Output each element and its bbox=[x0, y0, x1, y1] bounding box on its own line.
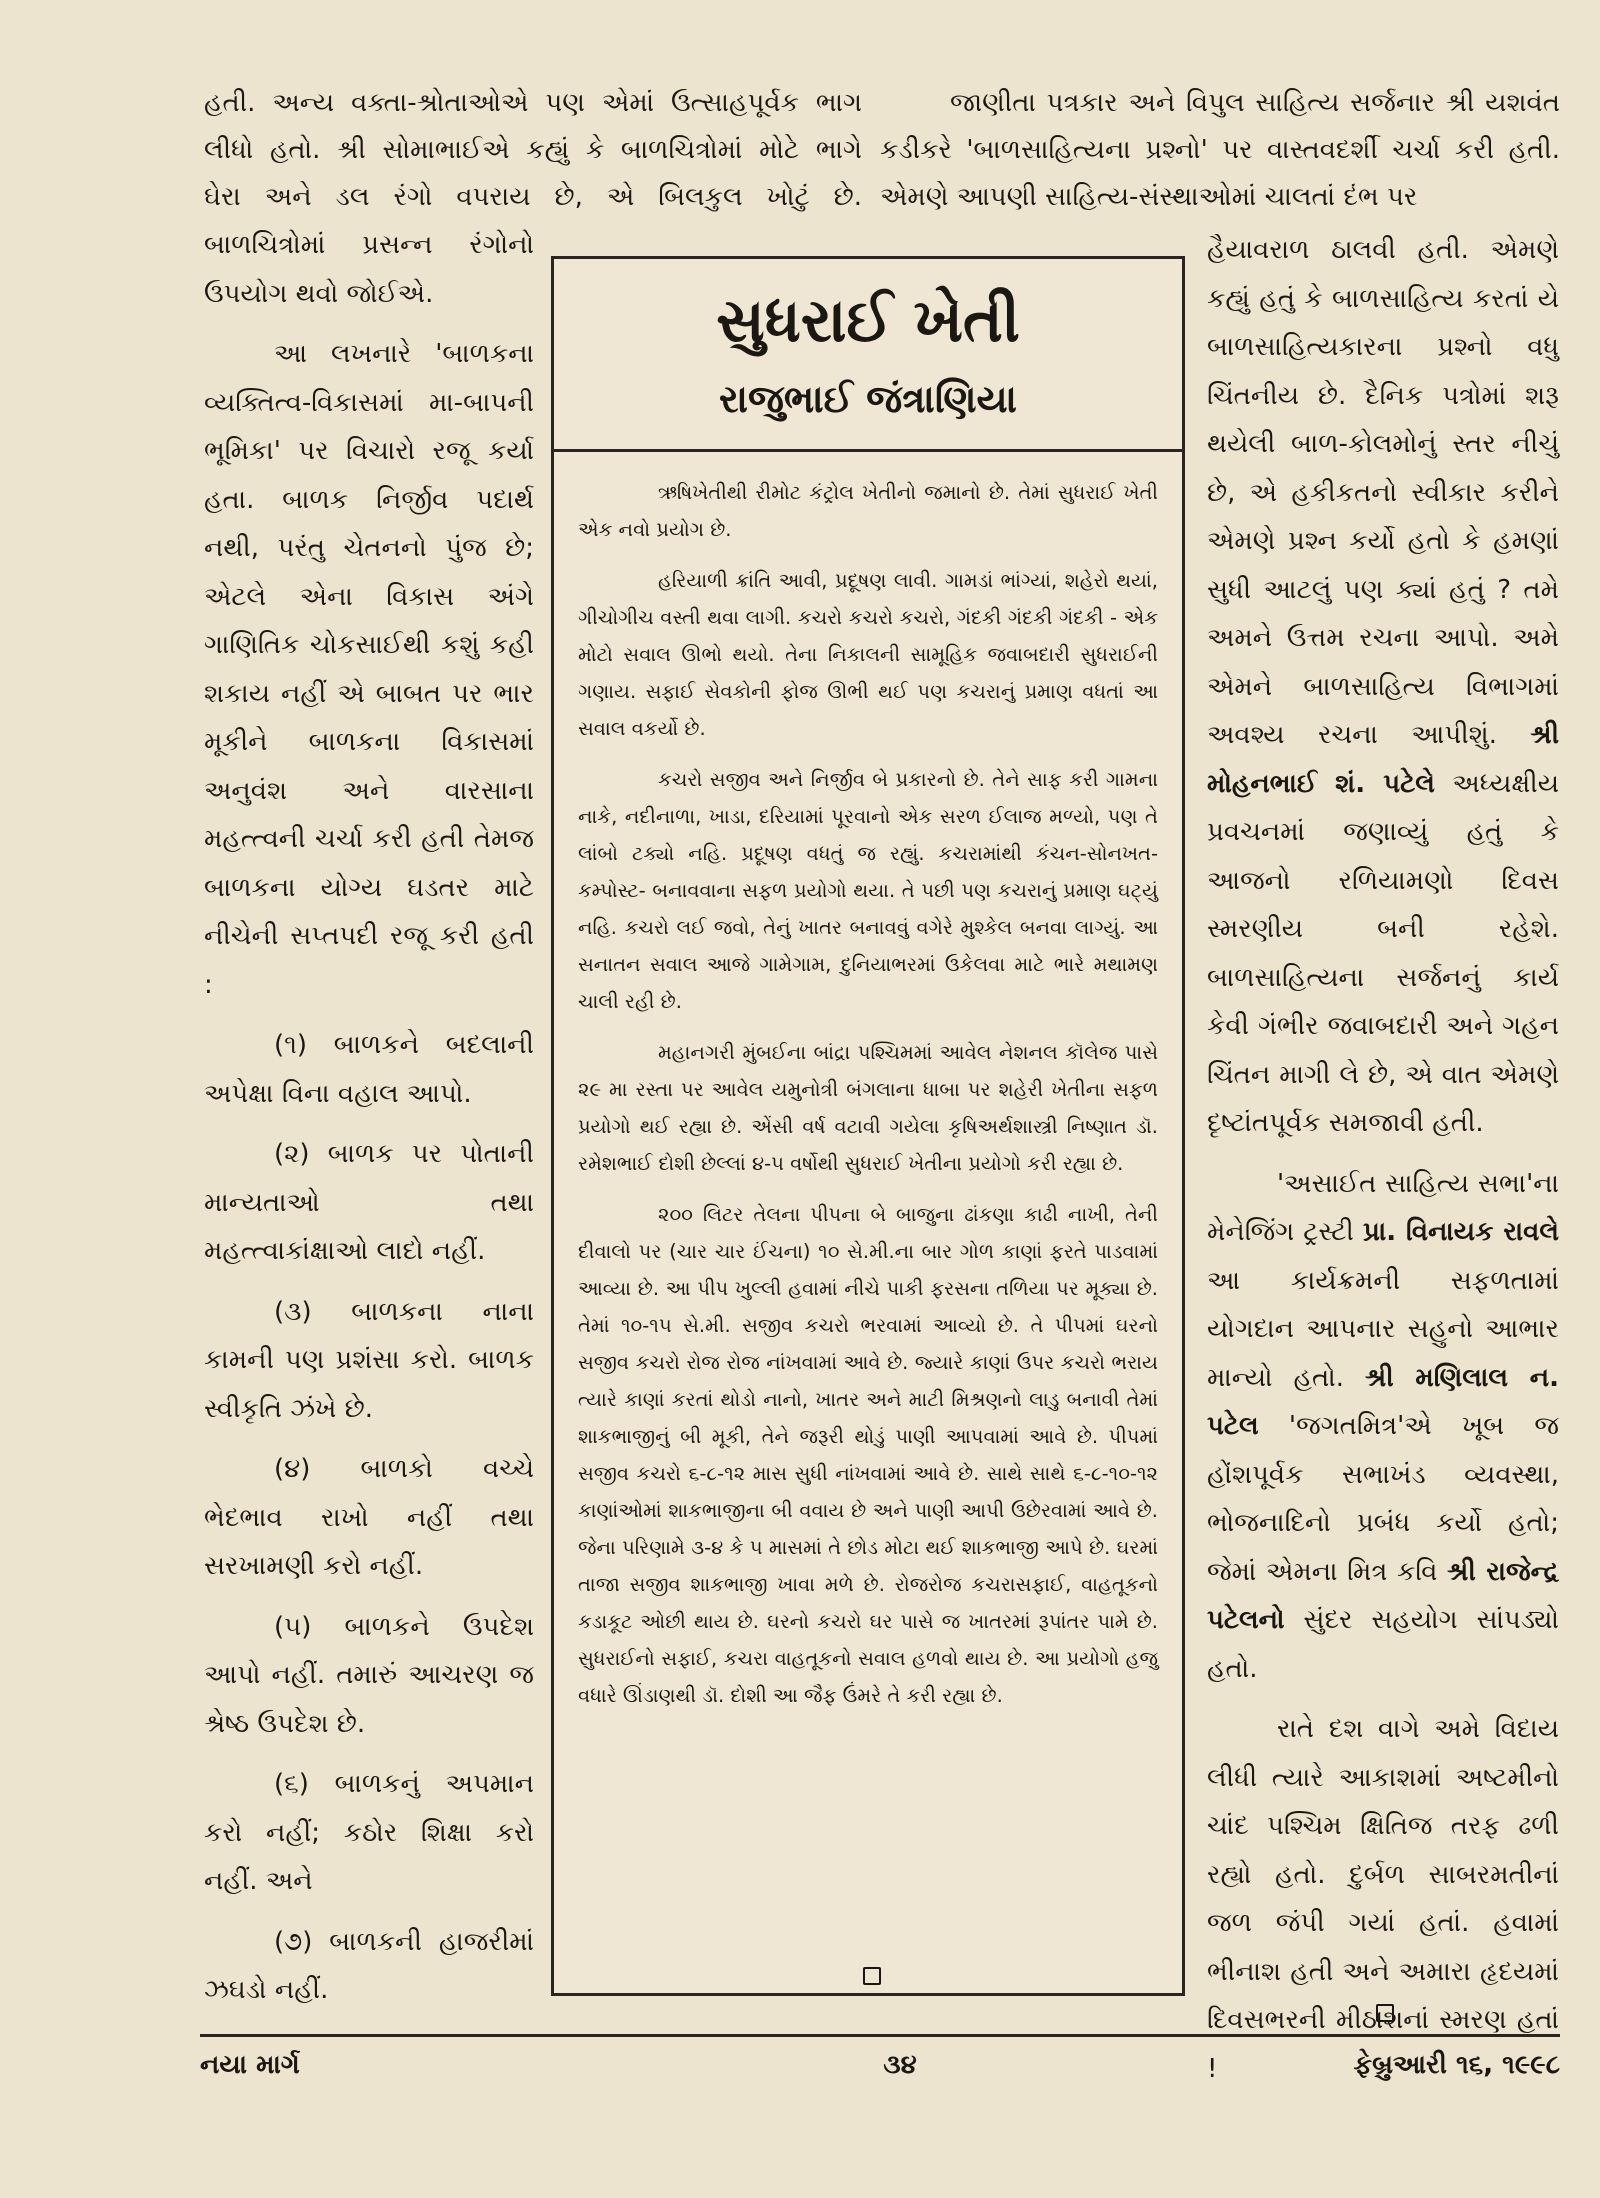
right-column bbox=[1207, 226, 1559, 2105]
person-name: શ્રી મોહનભાઈ શં. પટેલે bbox=[1207, 720, 1560, 799]
article-title: સુધરાઈ ખેતી bbox=[716, 286, 1020, 356]
paragraph: ૨૦૦ લિટર તેલના પીપના બે બાજુના ઢાંકણા કાઢી નાખી, તેની દીવાલો પર (ચાર ચાર ઈંચના) ૧૦ સે.મી.ના બાર ગોળ કાણાં ફરતે પાડવામાં આવ્યા છે. આ પીપ ખુલ્લી હવામાં નીચે પાકી ફરસના તળિયા પર મૂક્યા છે. તેમાં ૧૦-૧૫ સે.મી. સજીવ કચરો ભરવામાં આવ્યો છે. તે પીપમાં ઘરનો સજીવ કચરો રોજ રોજ નાંખવામાં આવે છે. જ્યારે કાણાં ઉપર કચરો ભરાય ત્યારે કાણાં કરતાં થોડો નાનો, ખાતર અને માટી મિશ્રણનો લાડુ બનાવી તેમાં શાકભાજીનું બી મૂકી, તેને જરૂરી થોડું પાણી આપવામાં આવે છે. પીપમાં સજીવ કચરો ૬-૮-૧૨ માસ સુધી નાંખવામાં આવે છે. સાથે સાથે ૬-૮-૧૦-૧૨ કાણાંઓમાં શાકભાજીના બી વવાય છે અને પાણી આપી ઉછેરવામાં આવે છે. જેના પરિણામે ૩-૪ કે ૫ માસમાં તે છોડ મોટા થઈ શાકભાજી આપે છે. ઘરમાં તાજા સજીવ શાકભાજી ખાવા મળે છે. રોજરોજ કચરાસફાઈ, વાહતૂકનો કડાકૂટ ઓછી થાય છે. ઘરનો કચરો ઘર પાસે જ ખાતરમાં રૂપાંતર પામે છે. સુધરાઈનો સફાઈ, કચરા વાહતૂકનો સવાલ હળવો થાય છે. આ પ્રયોગો હજુ વધારે ઊંડાણથી ડૉ. દોશી આ જૈફ ઉંમરે તે કરી રહ્યા છે. bbox=[578, 1203, 1158, 1707]
article-author: રાજુભાઈ જંત્રાણિયા bbox=[719, 377, 1017, 421]
person-name: પ્રા. વિનાયક રાવલે bbox=[1362, 1217, 1560, 1247]
paragraph bbox=[1207, 1160, 1559, 1694]
text-run: આ કાર્યક્રમની સફળતામાં યોગદાન આપનાર સહુનો આભાર માન્યો હતો. bbox=[1207, 1265, 1559, 1393]
list-item: (૪) બાળકો વચ્ચે ભેદભાવ રાખો નહીં તથા સરખામણી કરો નહીં. bbox=[204, 1454, 534, 1581]
text-run: અધ્યક્ષીય પ્રવચનમાં જણાવ્યું હતું કે આજનો રળિયામણો દિવસ સ્મરણીય બની રહેશે. બાળસાહિત્યના સર્જનનું કાર્ય કેવી ગંભીર જવાબદારી અને ગહન ચિંતન માગી લે છે, એ વાત એમણે દૃષ્ટાંતપૂર્વક સમજાવી હતી. bbox=[1207, 768, 1559, 1138]
list-item: (૩) બાળકના નાના કામની પણ પ્રશંસા કરો. બાળક સ્વીકૃતિ ઝંખે છે. bbox=[204, 1296, 534, 1424]
paragraph: રાતે દશ વાગે અમે વિદાય લીધી ત્યારે આકાશમાં અષ્ટમીનો ચાંદ પશ્ચિમ ક્ષિતિજ તરફ ઢળી રહ્યો હતો. દુર્બળ સાબરમતીનાં જળ જંપી ગયાં હતાં. હવામાં ભીનાશ હતી અને અમારા હૃદયમાં દિવસભરની મીઠાશનાં સ્મરણ હતાં ! bbox=[1207, 1714, 1559, 2084]
list-item: (૧) બાળકને બદલાની અપેક્ષા વિના વહાલ આપો. bbox=[204, 1030, 534, 1109]
footer-divider bbox=[200, 2034, 1560, 2037]
text-line: ઘેરા અને ડલ રંગો વપરાય છે, એ બિલકુલ ખોટું છે. bbox=[204, 182, 862, 212]
publication-name: નયા માર્ગ bbox=[200, 2050, 300, 2080]
text-run: હૈયાવરાળ ઠાલવી હતી. એમણે કહ્યું હતું કે બાળસાહિત્ય કરતાં યે બાળસાહિત્યકારના પ્રશ્નો વધુ ચિંતનીય છે. દૈનિક પત્રોમાં શરૂ થયેલી બાળ-કોલમોનું સ્તર નીચું છે, એ હકીકતનો સ્વીકાર કરીને એમણે પ્રશ્ન કર્યો હતો કે હમણાં સુધી આટલું પણ ક્યાં હતું ? તમે અમને ઉત્તમ રચના આપો. અમે એમને બાળસાહિત્ય વિભાગમાં અવશ્ય રચના આપીશું. bbox=[1207, 235, 1559, 750]
article-body bbox=[554, 452, 1182, 1714]
paragraph: બાળચિત્રોમાં પ્રસન્ન રંગોનો ઉપયોગ થવો જોઈએ. bbox=[204, 230, 534, 309]
paragraph bbox=[1207, 226, 1559, 1148]
text-run: 'જગતમિત્ર'એ ખૂબ જ હોંશપૂર્વક સભાખંડ વ્યવસ્થા, ભોજનાદિનો પ્રબંધ કર્યો હતો; જેમાં એમના મિત્ર કવિ bbox=[1207, 1411, 1560, 1587]
end-mark-icon bbox=[1376, 2004, 1394, 2022]
text-line: હતી. અન્ય વક્તા-શ્રોતાઓએ પણ એમાં ઉત્સાહપૂર્વક ભાગ bbox=[204, 88, 862, 118]
top-right-text bbox=[880, 80, 1560, 221]
left-column bbox=[204, 221, 534, 2027]
person-name: શ્રી મણિલાલ ન. પટેલ bbox=[1207, 1362, 1559, 1441]
text-run: 'અસાઈત સાહિત્ય સભા'ના મેનેજિંગ ટ્રસ્ટી bbox=[1207, 1168, 1559, 1247]
page-number: ૩૪ bbox=[883, 2050, 917, 2080]
text-line: લીધો હતો. શ્રી સોમાભાઈએ કહ્યું કે બાળચિત્રોમાં મોટે ભાગે bbox=[204, 135, 862, 165]
list-item: (૬) બાળકનું અપમાન કરો નહીં; કઠોર શિક્ષા કરો નહીં. અને bbox=[204, 1769, 534, 1896]
list-item: (૫) બાળકને ઉપદેશ આપો નહીં. તમારું આચરણ જ શ્રેષ્ઠ ઉપદેશ છે. bbox=[204, 1611, 534, 1739]
paragraph: કચરો સજીવ અને નિર્જીવ બે પ્રકારનો છે. તેને સાફ કરી ગામના નાકે, નદીનાળા, ખાડા, દરિયામાં પૂરવાનો એક સરળ ઈલાજ મળ્યો, પણ તે લાંબો ટક્યો નહિ. પ્રદૂષણ વધતું જ રહ્યું. કચરામાંથી કંચન-સોનખત- કમ્પોસ્ટ- બનાવવાના સફળ પ્રયોગો થયા. તે પછી પણ કચરાનું પ્રમાણ ઘટ્યું નહિ. કચરો લઈ જવો, તેનું ખાતર બનાવવું વગેરે મુશ્કેલ બનવા લાગ્યું. આ સનાતન સવાલ આજે ગામેગામ, દુનિયાભરમાં ઉકેલવા માટે ભારે મથામણ ચાલી રહી છે. bbox=[578, 768, 1158, 1013]
issue-date: ફેબ્રુઆરી ૧૬, ૧૯૯૮ bbox=[1353, 2050, 1560, 2080]
list-item: (૨) બાળક પર પોતાની માન્યતાઓ તથા મહત્ત્વાકાંક્ષાઓ લાદો નહીં. bbox=[204, 1139, 534, 1266]
person-name: શ્રી રાજેન્દ્ર પટેલનો bbox=[1207, 1556, 1559, 1635]
article-box bbox=[551, 256, 1185, 1996]
list-item: (૭) બાળકની હાજરીમાં ઝઘડો નહીં. bbox=[204, 1926, 534, 2005]
paragraph: આ લખનારે 'બાળકના વ્યક્તિત્વ-વિકાસમાં મા-બાપની ભૂમિકા' પર વિચારો રજૂ કર્યા હતા. બાળક નિર્જીવ પદાર્થ નથી, પરંતુ ચેતનનો પુંજ છે; એટલે એના વિકાસ અંગે ગાણિતિક ચોકસાઈથી કશું કહી શકાય નહીં એ બાબત પર ભાર મૂકીને બાળકના વિકાસમાં અનુવંશ અને વારસાના મહત્ત્વની ચર્ચા કરી હતી તેમજ બાળકના યોગ્ય ઘડતર માટે નીચેની સપ્તપદી રજૂ કરી હતી : bbox=[204, 339, 534, 1000]
top-left-text bbox=[204, 80, 862, 221]
text-run: સુંદર સહયોગ સાંપડ્યો હતો. bbox=[1207, 1605, 1560, 1684]
paragraph: જાણીતા પત્રકાર અને વિપુલ સાહિત્ય સર્જનાર શ્રી યશવંત કડીકરે 'બાળસાહિત્યના પ્રશ્નો' પર વાસ્તવદર્શી ચર્ચા કરી હતી. એમણે આપણી સાહિત્ય-સંસ્થાઓમાં ચાલતાં દંભ પર bbox=[880, 88, 1560, 212]
paragraph: ઋષિખેતીથી રીમોટ કંટ્રોલ ખેતીનો જમાનો છે. તેમાં સુધરાઈ ખેતી એક નવો પ્રયોગ છે. bbox=[578, 481, 1158, 541]
paragraph: હરિયાળી ક્રાંતિ આવી, પ્રદૂષણ લાવી. ગામડાં ભાંગ્યાં, શહેરો થયાં, ગીચોગીચ વસ્તી થવા લાગી. કચરો કચરો કચરો, ગંદકી ગંદકી ગંદકી - એક મોટો સવાલ ઊભો થયો. તેના નિકાલની સામૂહિક જવાબદારી સુધરાઈની ગણાય. સફાઈ સેવકોની ફોજ ઊભી થઈ પણ કચરાનું પ્રમાણ વધતાં આ સવાલ વકર્યો છે. bbox=[578, 569, 1158, 740]
end-mark-icon bbox=[863, 1967, 881, 1985]
paragraph: મહાનગરી મુંબઈના બાંદ્રા પશ્ચિમમાં આવેલ નેશનલ કૉલેજ પાસે ૨૯ મા રસ્તા પર આવેલ યમુનોત્રી બંગલાના ધાબા પર શહેરી ખેતીના સફળ પ્રયોગો થઈ રહ્યા છે. એંસી વર્ષ વટાવી ગયેલા કૃષિઅર્થશાસ્ત્રી નિષ્ણાત ડૉ. રમેશભાઈ દોશી છેલ્લાં ૪-૫ વર્ષોથી સુધરાઈ ખેતીના પ્રયોગો કરી રહ્યા છે. bbox=[578, 1041, 1158, 1175]
